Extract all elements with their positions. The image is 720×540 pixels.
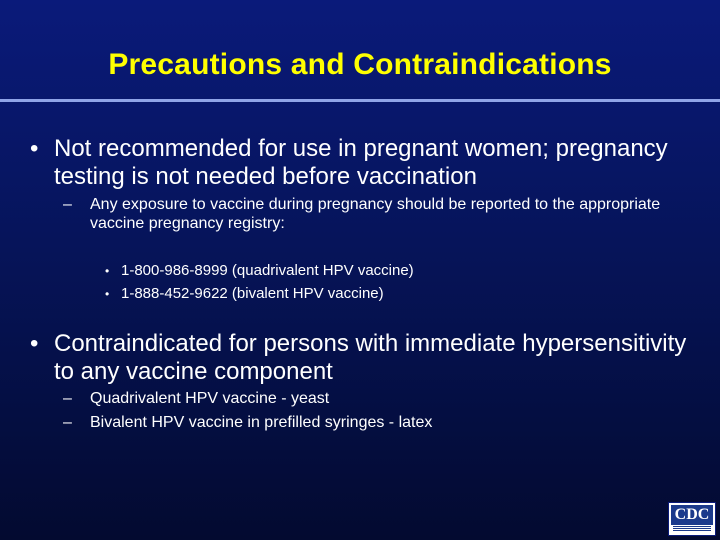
sub-bullet-quadrivalent-yeast [63, 389, 713, 408]
title-divider [0, 99, 720, 102]
cdc-logo-text: CDC [671, 505, 713, 525]
slide-title: Precautions and Contraindications [108, 48, 612, 81]
sub-bullet-pregnancy-registry [63, 195, 713, 233]
bullet-marker: • [30, 135, 39, 162]
bullet-not-recommended [30, 135, 700, 191]
bullet-text: Not recommended for use in pregnant women; pregnancy testing is not needed before vaccination [54, 135, 668, 190]
bullet-marker: • [30, 330, 39, 357]
sub-bullet-bivalent-latex [63, 413, 713, 432]
cdc-logo-lines [673, 526, 711, 532]
sub-sub-bullet-marker: • [105, 264, 110, 278]
registry-phone-text: 1-888-452-9622 (bivalent HPV vaccine) [121, 285, 384, 302]
sub-bullet-text: Bivalent HPV vaccine in prefilled syringes - latex [90, 414, 433, 431]
sub-bullet-marker: – [63, 390, 72, 407]
sub-bullet-text: Quadrivalent HPV vaccine - yeast [90, 390, 330, 407]
registry-phone-quadrivalent [105, 262, 665, 280]
cdc-logo-icon [668, 502, 716, 536]
bullet-contraindicated [30, 330, 700, 386]
sub-bullet-marker: – [63, 196, 72, 213]
bullet-text: Contraindicated for persons with immediate hypersensitivity to any vaccine component [54, 330, 687, 385]
registry-phone-bivalent [105, 285, 665, 303]
sub-bullet-marker: – [63, 414, 72, 431]
registry-phone-text: 1-800-986-8999 (quadrivalent HPV vaccine) [121, 262, 414, 279]
sub-bullet-text: Any exposure to vaccine during pregnancy should be reported to the appropriate vaccine pregnancy registry: [90, 196, 661, 232]
sub-sub-bullet-marker: • [105, 287, 110, 301]
